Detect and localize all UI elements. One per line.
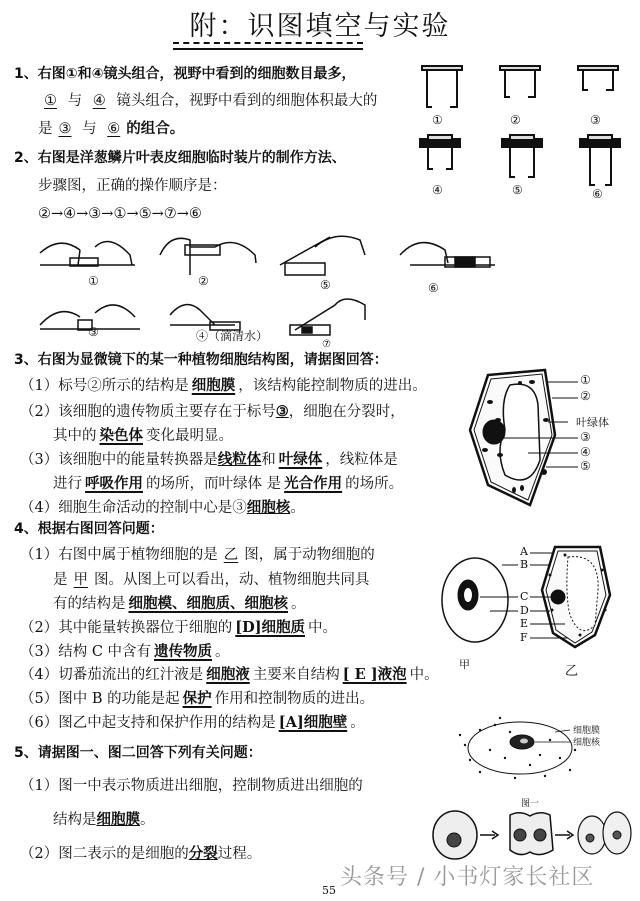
q5-item-2: （2）图二表示的是细胞的分裂过程。 bbox=[20, 845, 262, 862]
title-solid-rule bbox=[173, 48, 363, 50]
step-label-3: ③ bbox=[88, 325, 99, 339]
q3-item-2: （2）该细胞的遗传物质主要存在于标号③，细胞在分裂时， bbox=[20, 403, 405, 420]
step-label-6: ⑥ bbox=[428, 281, 439, 295]
q3-answer-5: 叶绿体 bbox=[278, 451, 323, 468]
q4-item-4: （4）切番茄流出的红汁液是 细胞液 主要来自结构 [ E ]液泡 中。 bbox=[20, 666, 439, 683]
plant-cell-label-4: ④ bbox=[580, 445, 591, 459]
figure-letter-c: C bbox=[520, 590, 529, 603]
q4-answer-8: 保护 bbox=[182, 690, 212, 707]
step-label-1: ① bbox=[88, 274, 99, 288]
step-label-7: ⑦ bbox=[322, 339, 331, 350]
figure-letter-d: D bbox=[520, 604, 529, 617]
figure-label-yi: 乙 bbox=[565, 664, 579, 679]
q4-answer-6: 细胞液 bbox=[206, 666, 250, 683]
q4-item-6: （6）图乙中起支持和保护作用的结构是 [A]细胞壁 。 bbox=[20, 714, 365, 731]
lens-label-5: ⑤ bbox=[512, 183, 523, 197]
q4-answer-9: [A]细胞壁 bbox=[278, 714, 348, 731]
q5-answer-2: 分裂 bbox=[188, 845, 218, 862]
lens-label-1: ① bbox=[432, 113, 443, 127]
q4-answer-7: [ E ]液泡 bbox=[342, 666, 407, 683]
q3-answer-6: 呼吸作用 bbox=[85, 475, 143, 492]
q2-line2: 步骤图，正确的操作顺序是： bbox=[38, 178, 227, 194]
plant-cell-label-chloroplast: 叶绿体 bbox=[576, 416, 609, 429]
q3-answer-1: 细胞膜 bbox=[191, 377, 236, 394]
q5-item-1b: 结构是细胞膜。 bbox=[53, 811, 155, 828]
plant-cell-label-5: ⑤ bbox=[580, 459, 591, 473]
cell-membrane-figure bbox=[420, 710, 640, 860]
step-label-4: ④（滴清水） bbox=[196, 329, 269, 343]
q1-answer-2: ④ bbox=[92, 93, 106, 109]
q3-item-3b: 进行 呼吸作用 的场所，而叶绿体 是 光合作用 的场所。 bbox=[53, 475, 404, 492]
lens-label-2: ② bbox=[510, 113, 521, 127]
plant-cell-label-3: ③ bbox=[580, 430, 591, 444]
q3-item-3: （3）该细胞中的能量转换器是线粒体和 叶绿体 ，线粒体是 bbox=[20, 451, 398, 468]
q3-answer-7: 光合作用 bbox=[284, 475, 343, 492]
q2-sequence: ②→④→③→①→⑤→⑦→⑥ bbox=[38, 206, 202, 222]
q3-item-1: （1）标号②所示的结构是 细胞膜 ，该结构能控制物质的进出。 bbox=[20, 377, 427, 394]
q1-answer-3: ③ bbox=[58, 121, 72, 137]
q1-line3: 是 ③ 与 ⑥ 的组合。 bbox=[38, 120, 185, 137]
figure-letter-b: B bbox=[520, 558, 529, 571]
fig1-label-membrane: 细胞膜 bbox=[573, 726, 601, 736]
q4-item-2: （2）其中能量转换器位于细胞的 [D]细胞质 中。 bbox=[20, 619, 338, 636]
lens-label-3: ③ bbox=[590, 113, 601, 127]
lens-label-4: ④ bbox=[432, 183, 443, 197]
q1-line2: ① 与 ④ 镜头组合，视野中看到的细胞体积最大的 bbox=[38, 91, 377, 111]
q1-answer-1: ① bbox=[44, 93, 57, 109]
figure-letter-f: F bbox=[520, 631, 528, 644]
q4-answer-5: 遗传物质 bbox=[154, 643, 213, 660]
page-title: 附：识图填空与实验 bbox=[189, 11, 451, 42]
fig1-label-nucleus: 细胞核 bbox=[573, 738, 601, 748]
step-label-2: ② bbox=[198, 274, 209, 288]
q4-item-1c: 有的结构是 细胞模、细胞质、细胞核 。 bbox=[53, 595, 306, 612]
q3-answer-4: 线粒体 bbox=[217, 451, 262, 468]
q4-heading: 4、根据右图回答问题： bbox=[14, 521, 164, 537]
figure-letter-a: A bbox=[520, 545, 528, 558]
q4-answer-3: 细胞模、细胞质、细胞核 bbox=[128, 595, 288, 612]
q3-answer-3: 染色体 bbox=[99, 427, 143, 444]
q3-answer-8: 细胞核 bbox=[246, 499, 291, 516]
plant-cell-figure bbox=[460, 360, 640, 520]
q3-heading: 3、右图为显微镜下的某一种植物细胞结构图，请据图回答： bbox=[14, 352, 388, 368]
q5-heading: 5、请据图一、图二回答下列有关问题： bbox=[14, 745, 262, 761]
q4-item-1b: 是 甲 图。从图上可以看出，动、植物细胞共同具 bbox=[53, 572, 370, 588]
figure-letter-e: E bbox=[520, 617, 529, 630]
q1-line1: 1、右图①和④镜头组合，视野中看到的细胞数目最多， bbox=[14, 66, 356, 82]
q2-line1: 2、右图是洋葱鳞片叶表皮细胞临时装片的制作方法、 bbox=[14, 150, 346, 166]
q5-item-1: （1）图一中表示物质进出细胞，控制物质进出细胞的 bbox=[20, 778, 363, 794]
title-dashed-rule bbox=[173, 42, 363, 44]
plant-cell-label-1: ① bbox=[580, 373, 591, 387]
animal-plant-cell-figure bbox=[420, 535, 640, 705]
q4-item-5: （5）图中 B 的功能是起 保护 作用和控制物质的进出。 bbox=[20, 690, 375, 707]
plant-cell-label-2: ② bbox=[580, 389, 591, 403]
q4-answer-4: [D]细胞质 bbox=[235, 619, 306, 636]
q4-answer-2: 甲 bbox=[73, 572, 88, 588]
q4-item-3: （3）结构 C 中含有 遗传物质 。 bbox=[20, 643, 230, 660]
step-label-5: ⑤ bbox=[320, 278, 331, 292]
q3-item-2b: 其中的 染色体 变化最明显。 bbox=[53, 427, 233, 444]
q3-answer-2: ③ bbox=[275, 403, 289, 420]
lens-label-6: ⑥ bbox=[592, 187, 603, 201]
watermark: 头条号 / 小书灯家长社区 bbox=[340, 865, 595, 890]
fig1-caption: 图一 bbox=[521, 799, 540, 809]
q5-answer-1: 细胞膜 bbox=[96, 811, 140, 828]
page-number: 55 bbox=[322, 884, 336, 897]
q3-item-4: （4）细胞生命活动的控制中心是③细胞核。 bbox=[20, 499, 305, 516]
q4-answer-1: 乙 bbox=[223, 547, 239, 563]
q4-item-1: （1）右图中属于植物细胞的是 乙 图，属于动物细胞的 bbox=[20, 547, 375, 563]
figure-label-jia: 甲 bbox=[459, 658, 470, 671]
q1-answer-4: ⑥ bbox=[107, 121, 121, 137]
